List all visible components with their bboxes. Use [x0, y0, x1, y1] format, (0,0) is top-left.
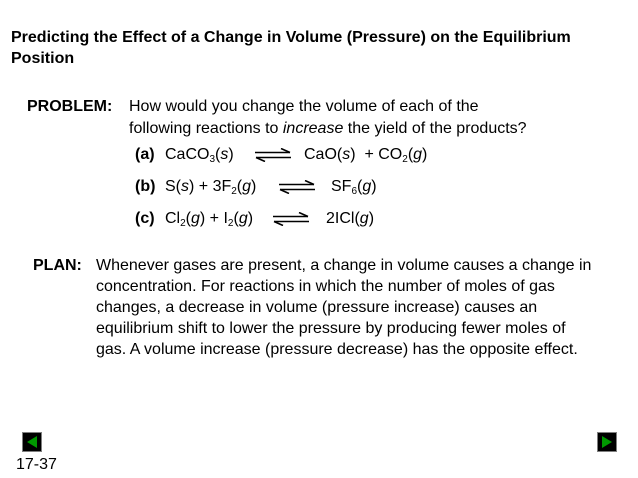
- reaction-a-tag: (a): [135, 146, 155, 163]
- reaction-b: [135, 175, 395, 199]
- problem-text: [129, 96, 599, 140]
- reaction-b-products: $SF_6(g)$: [331, 178, 377, 197]
- problem-label: PROBLEM:: [27, 98, 113, 115]
- equilibrium-arrows-icon: [253, 148, 293, 162]
- reaction-a-products: $CaO(s) + CO_2(g)$: [304, 146, 428, 165]
- slide-number: 17-37: [16, 456, 57, 473]
- equilibrium-arrows-icon: [271, 212, 311, 226]
- problem-text-line1: How would you change the volume of each of the: [129, 98, 479, 115]
- plan-text: Whenever gases are present, a change in volume causes a change in concentration. For reactions in which the number of moles of gas changes, a decrease in volume (pressure increase) causes an equilibrium shift to lower the pressure by producing fewer moles of gas. A volume increase (pressure decrease) has the opposite effect.: [96, 257, 592, 358]
- next-slide-button[interactable]: [597, 432, 617, 452]
- problem-text-emphasis: increase: [282, 120, 344, 137]
- problem-text-line2-pre: following reactions to: [129, 120, 283, 137]
- triangle-right-icon: [598, 433, 616, 451]
- reaction-b-reactants: $S(s) + 3F_2(g)$: [165, 178, 257, 197]
- equilibrium-arrows-icon: [277, 180, 317, 194]
- problem-text-line2-post: the yield of the products?: [343, 120, 527, 137]
- reaction-a-reactants: CaCO$_3$(s): [165, 146, 234, 165]
- reaction-c-tag: (c): [135, 210, 155, 227]
- previous-slide-button[interactable]: [22, 432, 42, 452]
- reaction-c-reactants: $Cl_2(g) + I_2(g)$: [165, 210, 254, 229]
- plan-label: PLAN:: [33, 257, 82, 274]
- slide-title: Predicting the Effect of a Change in Volume (Pressure) on the Equilibrium Position: [11, 29, 571, 67]
- triangle-left-icon: [23, 433, 41, 451]
- reaction-b-tag: (b): [135, 178, 156, 195]
- reaction-c-products: 2ICl(g): [326, 210, 375, 227]
- reaction-c: [135, 207, 395, 231]
- reaction-a: [135, 143, 455, 167]
